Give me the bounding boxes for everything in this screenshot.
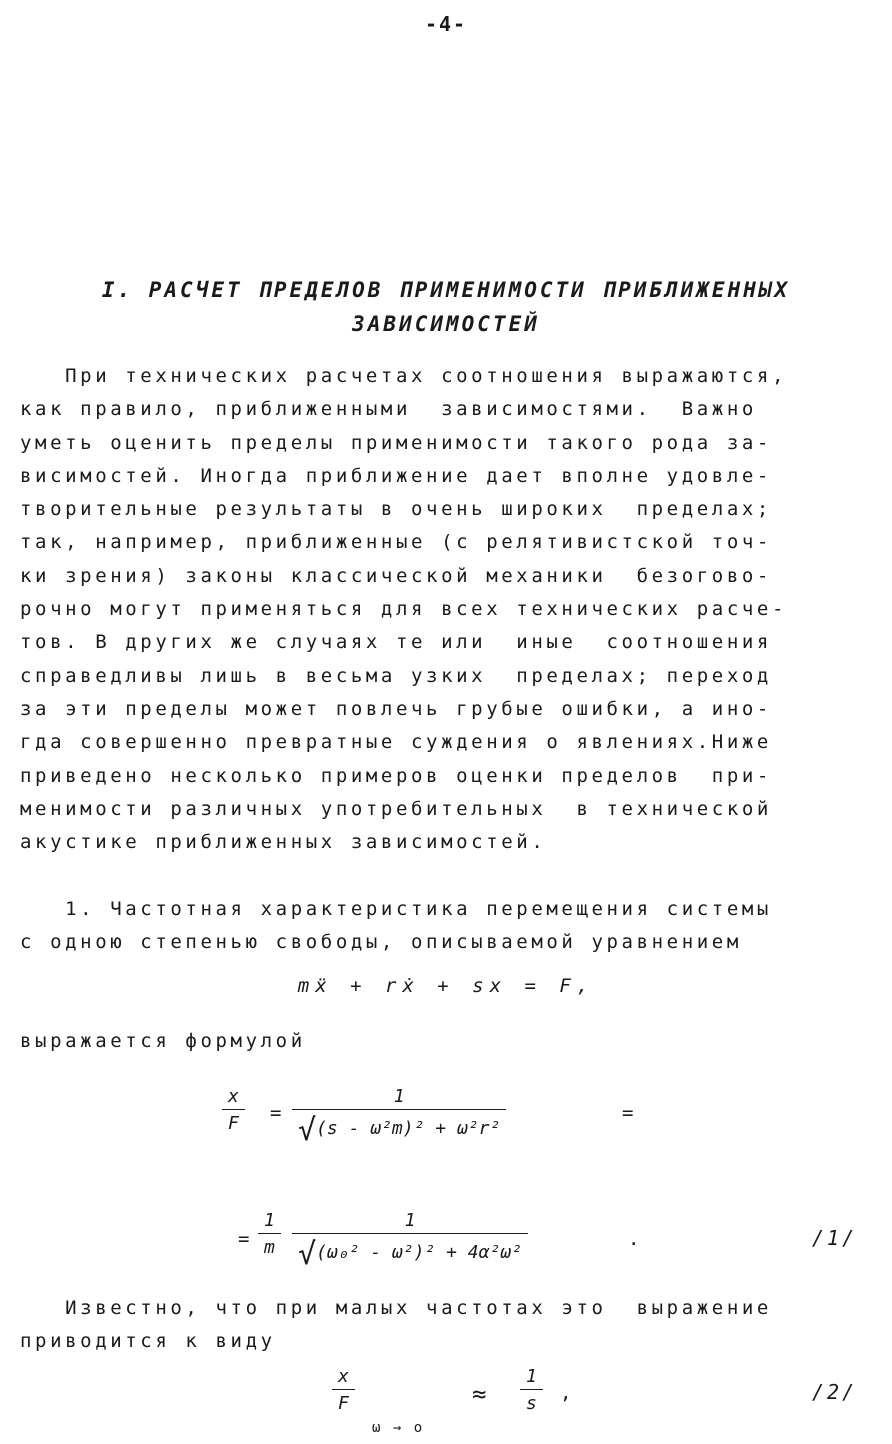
numerator: x: [338, 1366, 349, 1387]
denominator: F: [332, 1389, 355, 1414]
denominator: m: [258, 1233, 281, 1258]
fraction-x-over-f: [332, 1366, 355, 1414]
text-line: висимостей. Иногда приближение дает вполне удовле-: [20, 464, 772, 487]
radical-icon: √: [298, 1237, 317, 1272]
radicand: (ω₀² - ω²)² + 4α²ω²: [316, 1242, 522, 1263]
equation-label: /2/: [812, 1380, 858, 1404]
text-line: творительные результаты в очень широких пределах;: [20, 498, 772, 521]
denominator: s: [520, 1389, 543, 1414]
equals-sign: =: [622, 1102, 634, 1124]
text-line: акустике приближенных зависимостей.: [20, 831, 547, 854]
denominator: [292, 1109, 506, 1148]
paragraph-item-1: [20, 893, 870, 960]
equals-sign: =: [270, 1102, 282, 1124]
period: .: [628, 1228, 640, 1250]
text-line: Известно, что при малых частотах это выражение: [20, 1297, 772, 1319]
numerator: 1: [264, 1210, 275, 1231]
fraction-one-over-m: [258, 1210, 281, 1258]
paragraph-approximation: [20, 1292, 870, 1359]
text-line: так, например, приближенные (с релятивистской точ-: [20, 531, 772, 554]
equation-label: /1/: [812, 1226, 858, 1250]
text-line: гда совершенно превратные суждения о явлениях.Ниже: [20, 731, 772, 754]
text-line: справедливы лишь в весьма узких пределах; переход: [20, 664, 772, 687]
text-line: ки зрения) законы классической механики безогово-: [20, 564, 772, 587]
comma: ,: [560, 1382, 572, 1404]
fraction-x-over-f: [222, 1086, 245, 1134]
numerator: 1: [404, 1210, 416, 1231]
radical-icon: √: [298, 1113, 317, 1148]
section-heading-line1: I. РАСЧЕТ ПРЕДЕЛОВ ПРИМЕНИМОСТИ ПРИБЛИЖЕННЫХ: [101, 278, 791, 302]
text-line: тов. В других же случаях те или иные соотношения: [20, 631, 772, 654]
fraction-one-over-s: [520, 1366, 543, 1414]
text-line: приводится к виду: [20, 1330, 276, 1353]
text-line: При технических расчетах соотношения выражаются,: [20, 365, 787, 387]
fraction-normalized-response: [292, 1210, 528, 1272]
equation-of-motion: mẍ + rẋ + sx = F,: [297, 975, 595, 997]
paragraph-intro: [20, 360, 870, 859]
section-heading-line2: ЗАВИСИМОСТЕЙ: [352, 312, 540, 336]
radicand: (s - ω²m)² + ω²r²: [316, 1118, 501, 1139]
equals-sign: =: [238, 1228, 250, 1250]
numerator: 1: [393, 1086, 405, 1107]
limit-subscript: ω → o: [372, 1420, 425, 1436]
text-line: менимости различных употребительных в технической: [20, 797, 772, 820]
denominator: F: [222, 1109, 245, 1134]
denominator: [292, 1233, 528, 1272]
numerator: x: [228, 1086, 239, 1107]
text-line: как правило, приближенными зависимостями. Важно: [20, 398, 757, 421]
text-line: 1. Частотная характеристика перемещения системы: [20, 898, 772, 920]
numerator: 1: [526, 1366, 537, 1387]
text-line: рочно могут применяться для всех технических расче-: [20, 598, 787, 621]
page-number: -4-: [424, 12, 468, 36]
fraction-response: [292, 1086, 506, 1148]
text-line: приведено несколько примеров оценки пределов при-: [20, 764, 772, 787]
text-line: уметь оценить пределы применимости такого рода за-: [20, 431, 772, 454]
approx-sign: ≈: [472, 1380, 487, 1408]
text-line: за эти пределы может повлечь грубые ошибки, а ино-: [20, 697, 772, 720]
formula-intro-text: выражается формулой: [20, 1030, 306, 1052]
text-line: с одною степенью свободы, описываемой уравнением: [20, 931, 742, 954]
